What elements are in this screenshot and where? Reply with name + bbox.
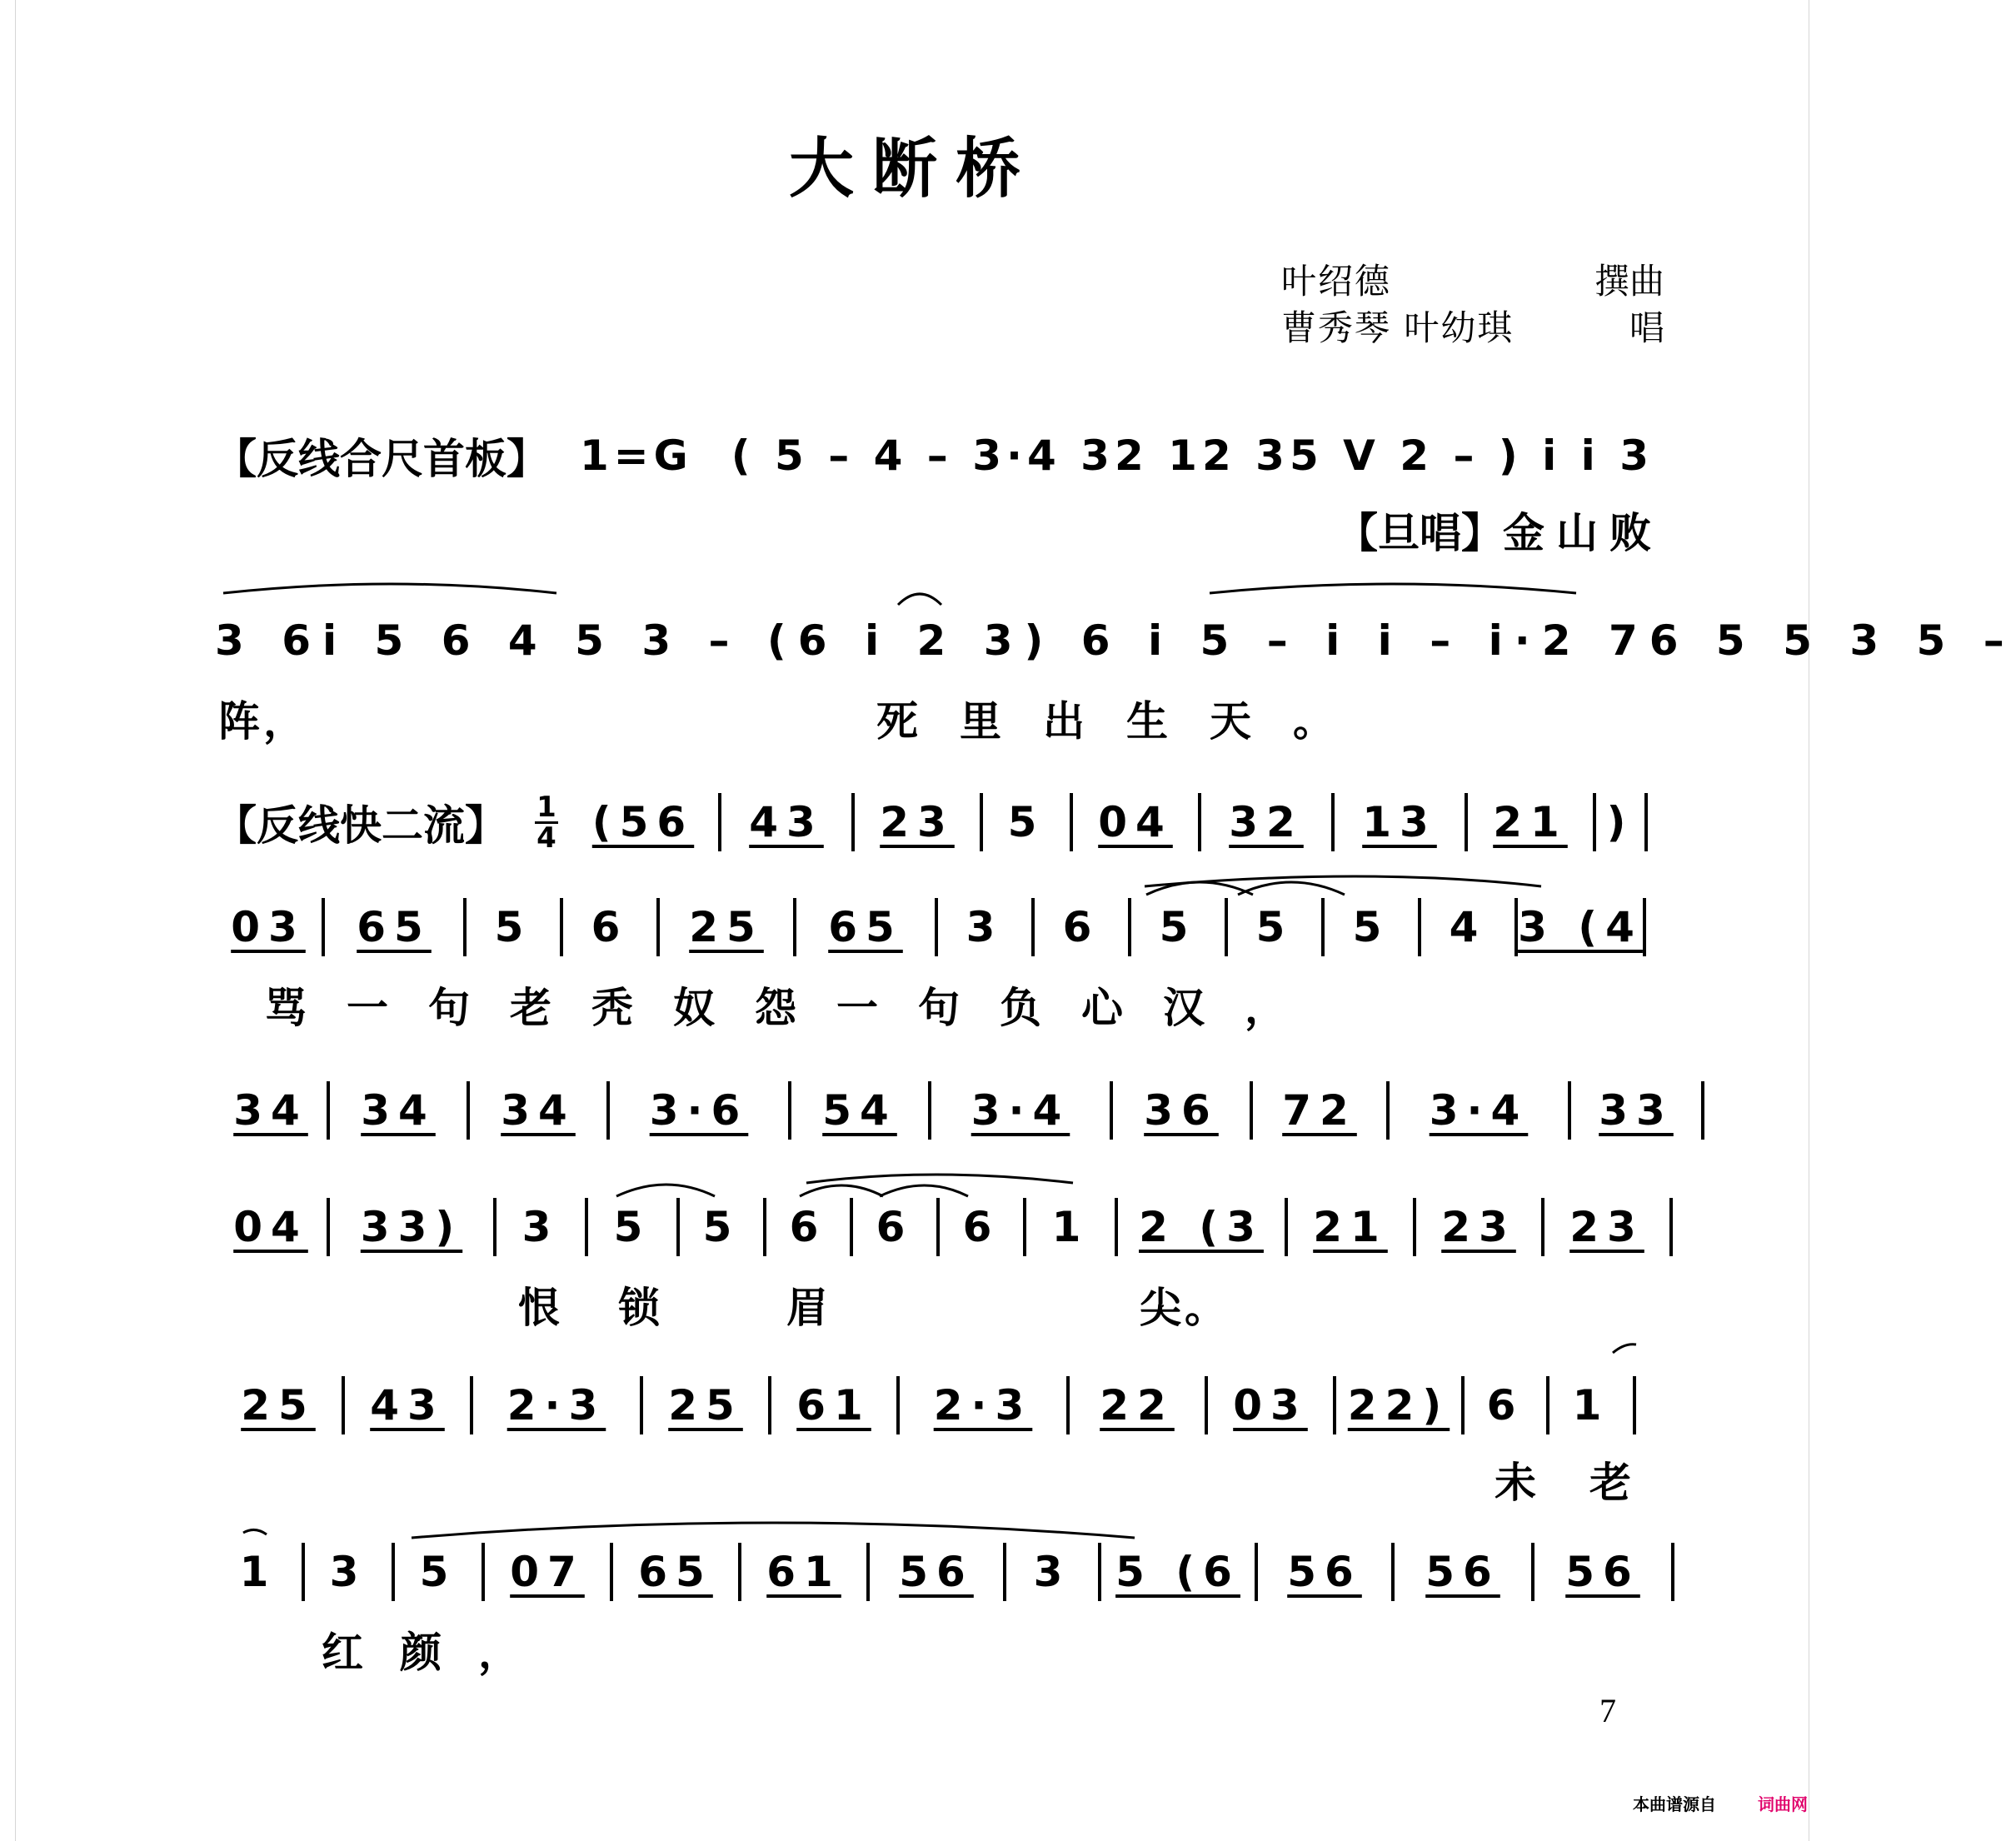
slur [880,1185,968,1196]
bar: 3 [1006,1543,1101,1601]
bar: 34 [330,1081,470,1140]
bar: 32 [1201,793,1335,851]
slur [1613,1345,1636,1353]
bar: 22) [1336,1376,1465,1434]
bar: 5 [680,1198,766,1256]
slur [616,1185,715,1196]
bar: 6 [853,1198,940,1256]
bars-line-7 [215,1376,1636,1434]
score-line-2 [215,611,2016,670]
slur [1210,584,1576,593]
singers-row [1281,305,1664,352]
composer-name: 叶绍德 [1281,261,1392,302]
score-line-7 [215,1376,1671,1434]
section-label-2: 【反线快二流】 [215,801,506,850]
bar: 6 [766,1198,853,1256]
bar: 6 [1465,1376,1549,1434]
key-signature: 1=G [580,432,693,480]
role-marker [1336,500,1663,560]
bar: 2·3 [900,1376,1070,1434]
song-title: 大断桥 [788,131,1039,207]
bar: 56 [870,1543,1006,1601]
bar: 34 [215,1081,330,1140]
page-number: 7 [1599,1692,1616,1729]
slur [1146,882,1253,895]
bar: 3·4 [931,1081,1113,1140]
score-line-4 [215,898,1671,956]
bar: 03 [215,898,325,956]
bar: 65 [325,898,467,956]
role-label: 【旦唱】 [1336,509,1503,557]
bar: 43 [721,793,855,851]
composer-row [1281,258,1664,305]
bar: 65 [613,1543,741,1601]
bar: 5 [588,1198,680,1256]
time-signature-bottom: 4 [536,821,556,855]
slur [806,1175,1073,1183]
bar: 61 [741,1543,870,1601]
time-signature-top: 1 [536,790,556,824]
bars-line-4 [215,898,1646,956]
bar: 1 [1549,1376,1636,1434]
time-signature [535,790,558,855]
bar: 25 [660,898,796,956]
bar: 6 [1035,898,1131,956]
bar: 5 [983,793,1073,851]
score-line-6 [215,1198,1671,1256]
bar: 04 [1073,793,1201,851]
bar: 6 [940,1198,1026,1256]
score-line-8 [215,1543,1671,1601]
bar: 23 [1416,1198,1544,1256]
bar: 5 [395,1543,485,1601]
bar: 3 [305,1543,395,1601]
slur [800,1185,883,1196]
bar: 07 [485,1543,613,1601]
bar: 72 [1253,1081,1390,1140]
right-margin-strip [1809,0,1828,1841]
bar: 23 [855,793,983,851]
bar: 25 [643,1376,771,1434]
lyric-line-6a: 恨锁 [518,1284,718,1332]
singers-name: 曹秀琴 叶幼琪 [1281,307,1514,348]
score-line-5 [215,1081,1674,1140]
bar: 13 [1335,793,1468,851]
lyric-line-6b: 眉 [786,1284,868,1332]
bar: 33 [1571,1081,1704,1140]
slur [1145,876,1541,886]
composer-role: 撰曲 [1594,261,1664,302]
bar: ) [1596,793,1648,851]
lyric-line-7: 未老 [1495,1459,1684,1507]
bar: 22 [1070,1376,1208,1434]
bar: 36 [1113,1081,1253,1140]
bar: 3 [497,1198,588,1256]
lyric-line-4: 骂一句老秃奴怨一句负心汉， [265,984,1326,1032]
lyric-line-8: 红颜， [322,1629,556,1677]
slur [412,1523,1135,1538]
bar: 5 (6 [1101,1543,1258,1601]
score-line-3 [215,790,1671,855]
lyric-line-6c: 尖。 [1140,1284,1230,1332]
bars-line-6 [215,1198,1673,1256]
credits-block [1281,258,1664,352]
notes-line-2: 3 6i 5 6 4 5 3 – (6 i 2 3) 6 i 5 – i i – i·2 76 5 5 3 5 – [215,616,2016,665]
bar: 3·6 [610,1081,791,1140]
footer-source: 本曲谱源自 [1633,1794,1716,1814]
bar: 5 [1131,898,1228,956]
bar: 21 [1468,793,1596,851]
bar: 2 (3 [1118,1198,1288,1256]
slur [898,594,941,605]
slur [243,1529,267,1534]
bar: 34 [470,1081,610,1140]
bar: 56 [1395,1543,1534,1601]
bar: (56 [568,793,721,851]
notes-line-1: ( 5 – 4 – 3·4 32 12 35 V 2 – ) i i 3 [731,432,1654,480]
bar: 5 [1325,898,1421,956]
lyric-line-1: 金山败 [1503,509,1663,557]
lyric-line-2a: 阵， [218,697,308,746]
bar: 61 [771,1376,900,1434]
bar: 5 [1228,898,1325,956]
bar: 56 [1534,1543,1674,1601]
footer-site-logo[interactable]: 词曲网 [1758,1794,1808,1814]
left-margin-strip [0,0,16,1841]
bar: 23 [1544,1198,1673,1256]
bar: 54 [791,1081,931,1140]
bar: 03 [1208,1376,1336,1434]
bar: 43 [345,1376,473,1434]
bar: 3 [938,898,1035,956]
section-label-1: 【反线合尺首板】 [215,435,548,483]
bar: 1 [1026,1198,1118,1256]
lyric-line-2b: 死里出生天。 [876,697,1376,746]
bar: 5 [467,898,563,956]
singers-role: 唱 [1629,307,1664,348]
bar: 65 [796,898,938,956]
bars-line-3 [568,793,1648,851]
bar: 21 [1288,1198,1416,1256]
slur [223,584,556,593]
bar: 33) [330,1198,497,1256]
bar: 3 (4 [1518,898,1646,956]
score-line-1 [215,427,1671,485]
bar: 4 [1421,898,1518,956]
bar: 56 [1258,1543,1395,1601]
bar: 04 [215,1198,330,1256]
bar: 3·4 [1390,1081,1571,1140]
slur [1238,882,1345,895]
bars-line-8 [215,1543,1674,1601]
bar: 6 [563,898,660,956]
bar: 25 [215,1376,345,1434]
bars-line-5 [215,1081,1704,1140]
bar: 1 [215,1543,305,1601]
bar: 2·3 [473,1376,643,1434]
